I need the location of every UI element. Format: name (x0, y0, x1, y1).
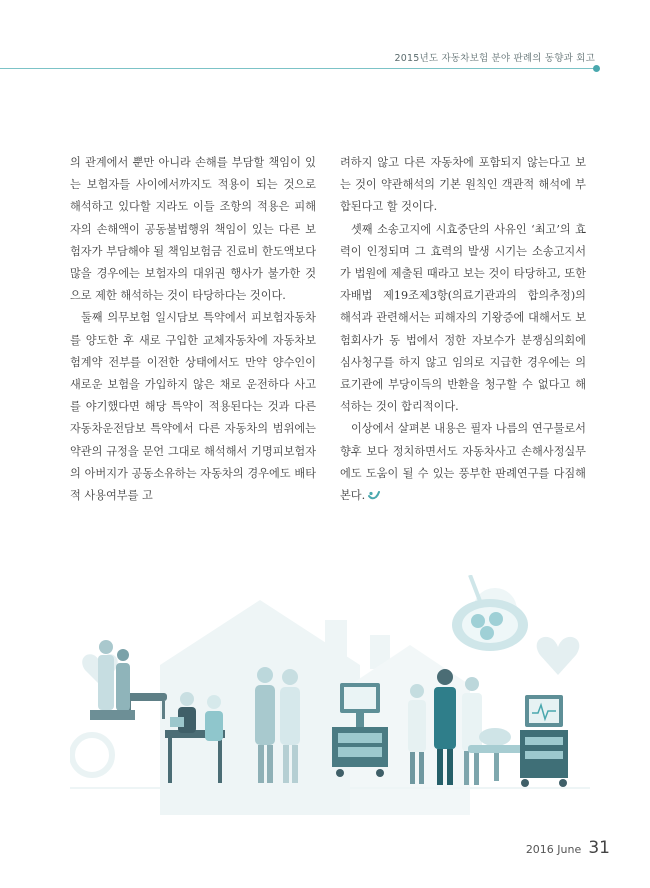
end-mark-icon (368, 491, 380, 500)
closing-text: 이상에서 살펴본 내용은 필자 나름의 연구물로서 향후 보다 정치하면서도 자동차사고 손해사정실무에도 도움이 될 수 있는 풍부한 판례연구를 다짐해 본다. (340, 422, 586, 503)
right-paragraph-3 (340, 418, 586, 507)
page-number: 31 (588, 838, 610, 858)
medical-scene-illustration (70, 575, 590, 815)
right-paragraph-1: 려하지 않고 다른 자동차에 포함되지 않는다고 보는 것이 약관해석의 기본 원칙인 객관적 해석에 부합된다고 할 것이다. (340, 156, 586, 214)
header-title: 2015년도 자동차보험 분야 판례의 동향과 회고 (394, 53, 595, 64)
page-footer (526, 838, 610, 858)
header-dot-icon (593, 65, 600, 72)
left-paragraph-2: 둘째 의무보험 일시담보 특약에서 피보험자동차를 양도한 후 새로 구입한 교체자동차에 자동차보험계약 전부를 이전한 상태에서도 만약 양수인이 새로운 보험을 가입하지 않은 채로 운전하다 사고를 야기했다면 해당 특약이 적용된다는 것과 다른 자동차운전담보 특약에서 다른 자동차의 범위에는 약관의 규정을 문언 그대로 해석해서 기명피보험자의 아버지가 공동소유하는 자동차의 경우에도 배타적 사용여부를 고 (70, 311, 316, 503)
header-divider (0, 68, 595, 69)
right-column (340, 152, 586, 507)
issue-date: 2016 June (525, 843, 582, 856)
left-column (70, 152, 316, 507)
left-paragraph-1: 의 관계에서 뿐만 아니라 손해를 부담할 책임이 있는 보험자들 사이에서까지도 적용이 되는 것으로 해석하고 있다할 지라도 이들 조항의 적용은 피해자의 손해액이 공동불법행위 책임이 있는 다른 보험자가 부담해야 될 책임보험금 진료비 한도액보다 많을 경우에는 보험자의 대위권 행사가 불가한 것으로 제한 해석하는 것이 타당하다는 것이다. (70, 156, 316, 303)
right-paragraph-2: 셋째 소송고지에 시효중단의 사유인 ‘최고’의 효력이 인정되며 그 효력의 발생 시기는 소송고지서가 법원에 제출된 때라고 보는 것이 타당하고, 또한 자배법 제19조제3항(의료기관과의 합의추정)의 해석과 관련해서는 피해자의 기왕증에 대해서도 보험회사가 동 법에서 정한 자보수가 분쟁심의회에 심사청구를 하지 않고 임의로 지급한 경우에는 의료기관에 부당이득의 반환을 청구할 수 없다고 해석하는 것이 합리적이다. (340, 222, 586, 414)
